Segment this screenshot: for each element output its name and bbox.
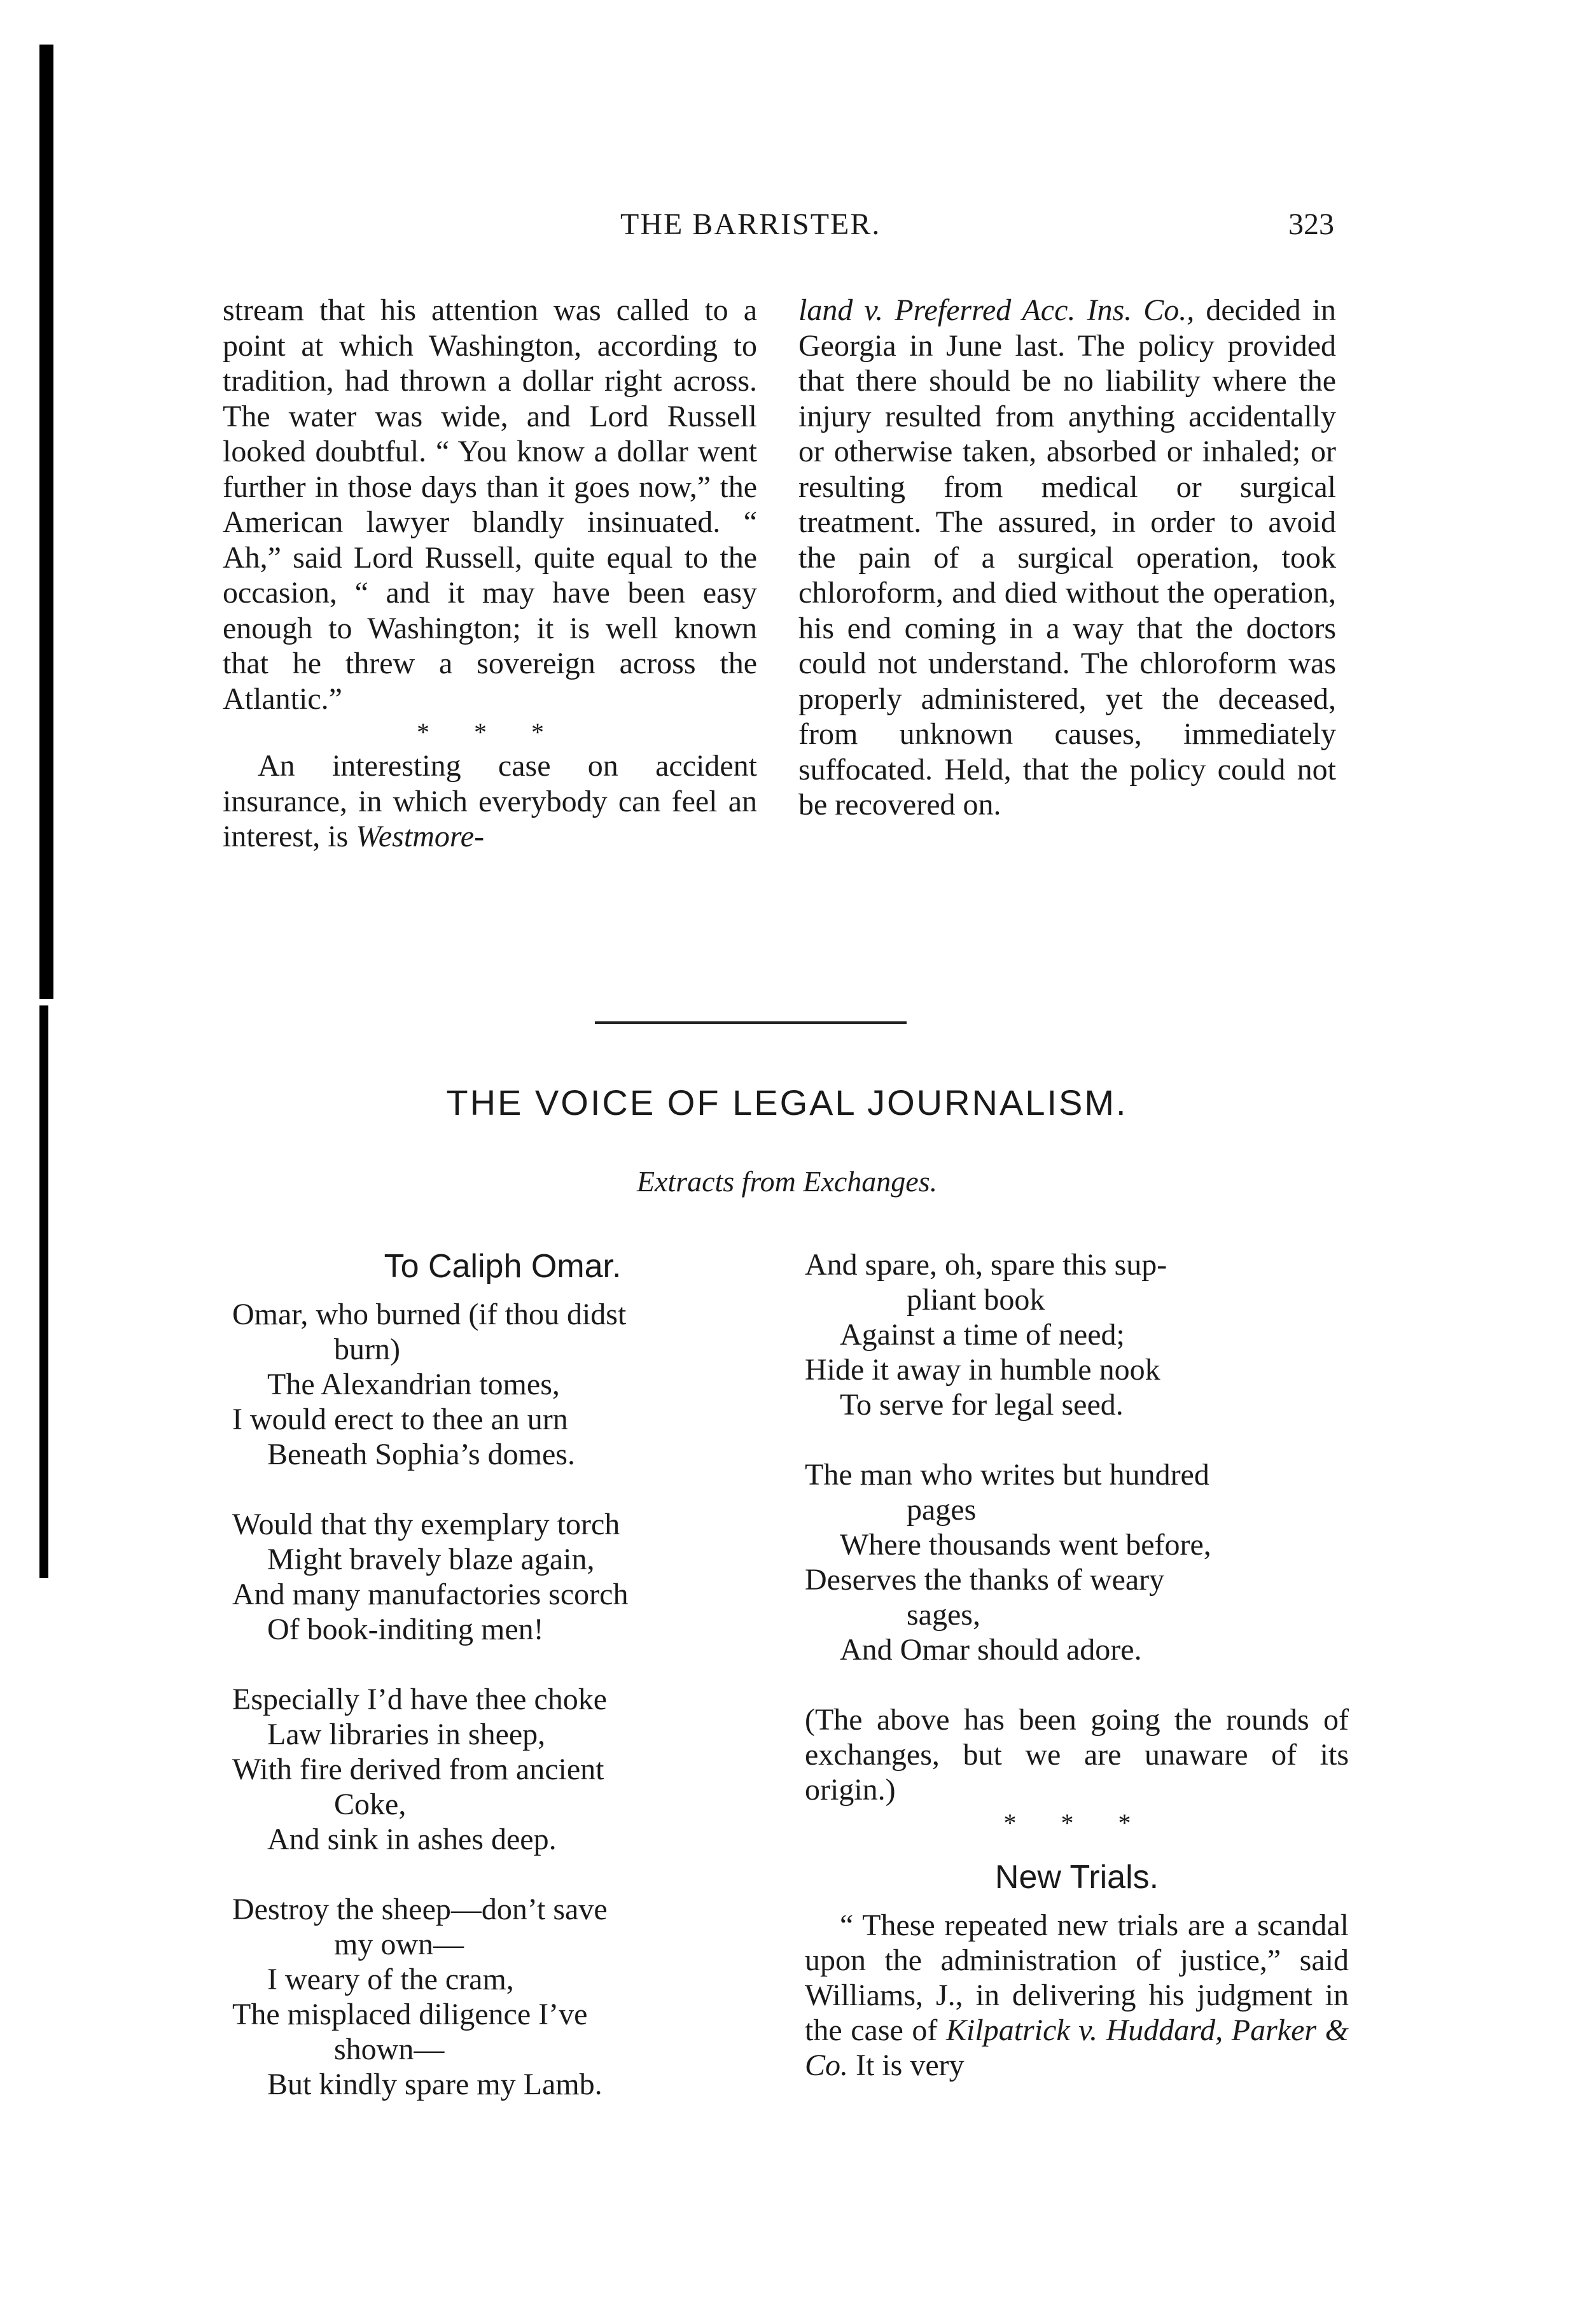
verse-line: Beneath Sophia’s domes. (267, 1438, 575, 1471)
verse-line: And spare, oh, spare this sup- (805, 1248, 1167, 1282)
poem-stanza (232, 1507, 773, 1647)
verse-line: I would erect to thee an urn (232, 1403, 568, 1436)
verse-line: Omar, who burned (if thou didst (232, 1298, 627, 1331)
verse-line: Of book-inditing men! (267, 1613, 544, 1646)
verse-line: Against a time of need; (840, 1318, 1125, 1352)
poem-stanza (232, 1682, 773, 1857)
section-separator: * * * (1003, 1809, 1150, 1837)
poem-column-right (805, 1247, 1349, 2083)
case-text: decided in Georgia in June last. The policy provided that there should be no liability where the injury resulted from anything accidentally or otherwise taken, absorbed or inhaled; or resulting from medical or surgical treatment. The assured, in order to avoid the pain of a surgical operation, took chloroform, and died without the operation, his end coming in a way that the doctors could not understand. The chloroform was properly administered, yet the deceased, from unknown causes, immediately suffocated. Held, that the policy could not be recovered on. (798, 293, 1336, 822)
verse-line: pliant book (907, 1283, 1045, 1317)
poem-stanza (805, 1457, 1349, 1667)
lord-russell-paragraph: stream that his attention was called to a point at which Washington, according to tradition, had thrown a dollar right across. The water was wide, and Lord Russell looked doubtful. “ You know a dollar went further in those days than it goes now,” the American lawyer blandly insinuated. “ Ah,” said Lord Russell, quite equal to the occasion, “ and it may have been easy enough to Washington; it is well known that he threw a sovereign across the Atlantic.” (223, 293, 757, 716)
scan-edge-bar (39, 45, 53, 999)
verse-line: The Alexandrian tomes, (267, 1368, 560, 1401)
case-paragraph (798, 293, 1336, 823)
section-rule (595, 1021, 907, 1024)
case-name: land v. Preferred Acc. Ins. Co., (798, 293, 1195, 327)
verse-line: Would that thy exemplary torch (232, 1508, 620, 1541)
poem-stanza (232, 1297, 773, 1472)
poem-stanza (805, 1247, 1349, 1422)
verse-line: The man who writes but hundred (805, 1458, 1209, 1492)
verse-line: burn) (334, 1333, 400, 1366)
verse-line: Especially I’d have thee choke (232, 1683, 608, 1716)
paragraph-text: It is very (848, 2048, 965, 2082)
case-name: Kilpatrick v. Huddard, Parker & Co. (805, 2013, 1349, 2082)
verse-line: Law libraries in sheep, (267, 1718, 546, 1751)
verse-line: my own— (334, 1928, 464, 1961)
accident-insurance-paragraph (223, 748, 757, 855)
verse-line: And many manufactories scorch (232, 1578, 629, 1611)
section-separator: * * * (417, 718, 563, 746)
verse-line: Deserves the thanks of weary (805, 1563, 1165, 1597)
poem-stanza (232, 1892, 773, 2102)
verse-line: I weary of the cram, (267, 1963, 514, 1996)
poem-note: (The above has been going the rounds of exchanges, but we are unaware of its origin.) (805, 1703, 1349, 1807)
column-right (798, 293, 1336, 823)
new-trials-title: New Trials. (994, 1859, 1159, 1896)
section-title: THE VOICE OF LEGAL JOURNALISM. (446, 1082, 1128, 1123)
verse-line: Destroy the sheep—don’t save (232, 1893, 608, 1926)
poem-column-left (232, 1247, 773, 2137)
verse-line: sages, (907, 1598, 980, 1632)
running-title: THE BARRISTER. (620, 207, 881, 241)
verse-line: Where thousands went before, (840, 1528, 1211, 1562)
verse-line: But kindly spare my Lamb. (267, 2068, 602, 2101)
case-name-fragment: Westmore- (356, 820, 485, 853)
verse-line: Coke, (334, 1788, 407, 1821)
new-trials-paragraph (805, 1908, 1349, 2083)
verse-line: The misplaced diligence I’ve (232, 1998, 588, 2031)
column-left (223, 293, 757, 855)
verse-line: And Omar should adore. (840, 1633, 1142, 1667)
verse-line: With fire derived from ancient (232, 1753, 604, 1786)
verse-line: shown— (334, 2033, 445, 2066)
verse-line: And sink in ashes deep. (267, 1823, 557, 1856)
paragraph-text: An interesting case on accident insurance, in which everybody can feel an interest, is (223, 749, 757, 853)
poem-title: To Caliph Omar. (384, 1248, 622, 1285)
paragraph-text: “ These repeated new trials are a scandal upon the administration of justice,” said Williams, J., in delivering his judgment in the case of (805, 1908, 1349, 2047)
verse-line: To serve for legal seed. (840, 1388, 1124, 1422)
section-subtitle: Extracts from Exchanges. (636, 1165, 938, 1198)
page-number: 323 (1288, 207, 1334, 241)
verse-line: Might bravely blaze again, (267, 1543, 595, 1576)
verse-line: pages (907, 1493, 977, 1527)
verse-line: Hide it away in humble nook (805, 1353, 1160, 1387)
